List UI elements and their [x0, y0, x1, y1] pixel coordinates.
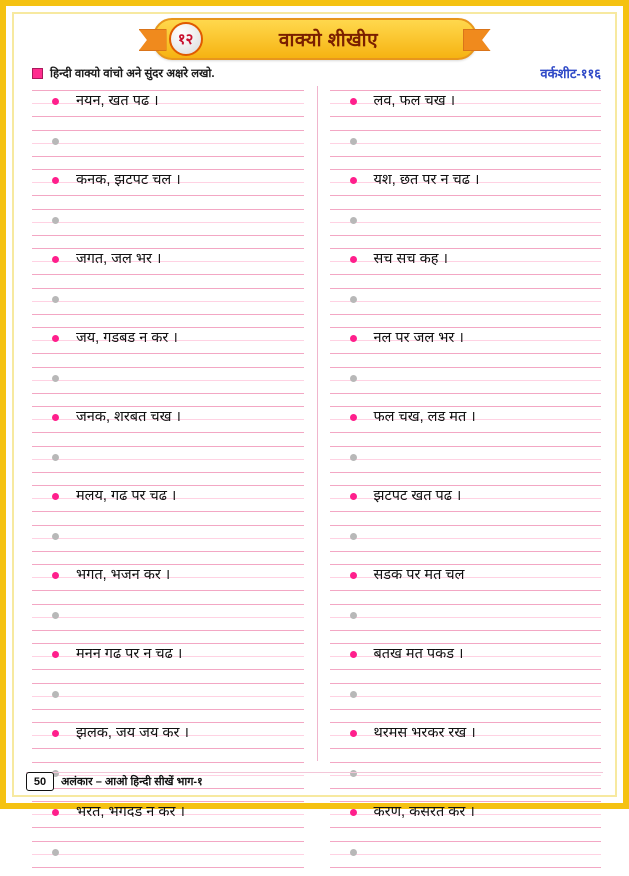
sentence-text: मनन गढ पर न चढ ।: [76, 641, 182, 667]
bullet-icon: [52, 375, 59, 382]
sentence-text: भरत, भगदड न कर ।: [76, 799, 185, 825]
bullet-icon: [350, 572, 357, 579]
rule-line-bottom: [330, 788, 602, 789]
rule-line-mid: [330, 617, 602, 618]
bullet-icon: [350, 98, 357, 105]
rule-line-bottom: [32, 511, 304, 512]
bullet-icon: [52, 296, 59, 303]
rule-line-bottom: [330, 630, 602, 631]
list-item[interactable]: [330, 126, 602, 166]
rule-line-mid: [32, 854, 304, 855]
bullet-icon: [350, 414, 357, 421]
rule-line-mid: [32, 617, 304, 618]
bullet-icon: [52, 849, 59, 856]
bullet-icon: [350, 177, 357, 184]
rule-line-bottom: [32, 432, 304, 433]
list-item[interactable]: [330, 679, 602, 719]
writing-columns: [32, 86, 601, 761]
list-item[interactable]: [32, 481, 304, 521]
bullet-icon: [350, 217, 357, 224]
bullet-icon: [350, 691, 357, 698]
list-item[interactable]: [330, 402, 602, 442]
bullet-icon: [52, 691, 59, 698]
rule-line-bottom: [32, 195, 304, 196]
list-item[interactable]: [32, 718, 304, 758]
rule-line-bottom: [330, 353, 602, 354]
rule-line-top: [32, 683, 304, 684]
rule-line-bottom: [32, 116, 304, 117]
rule-line-mid: [330, 340, 602, 341]
rule-line-bottom: [330, 748, 602, 749]
rule-line-mid: [330, 498, 602, 499]
bullet-icon: [350, 493, 357, 500]
sentence-text: कनक, झटपट चल ।: [76, 167, 181, 193]
sentence-text: झलक, जय जय कर ।: [76, 720, 189, 746]
list-item[interactable]: [330, 363, 602, 403]
rule-line-bottom: [330, 393, 602, 394]
rule-line-mid: [330, 775, 602, 776]
rule-line-bottom: [330, 314, 602, 315]
bullet-icon: [350, 375, 357, 382]
list-item[interactable]: [32, 284, 304, 324]
bullet-icon: [52, 335, 59, 342]
list-item[interactable]: [32, 600, 304, 640]
rule-line-bottom: [330, 156, 602, 157]
banner-ribbon-right-icon: [463, 29, 491, 51]
bullet-icon: [350, 849, 357, 856]
rule-line-mid: [330, 380, 602, 381]
sentence-text: झटपट खत पढ ।: [374, 483, 462, 509]
sentence-text: सच सच कह ।: [374, 246, 448, 272]
rule-line-top: [330, 841, 602, 842]
rule-line-top: [32, 209, 304, 210]
rule-line-bottom: [330, 590, 602, 591]
bullet-icon: [350, 770, 357, 777]
bullet-icon: [52, 138, 59, 145]
list-item[interactable]: [32, 797, 304, 837]
rule-line-top: [32, 130, 304, 131]
banner-ribbon-left-icon: [139, 29, 167, 51]
rule-line-top: [330, 525, 602, 526]
rule-line-bottom: [330, 867, 602, 868]
rule-line-top: [330, 248, 602, 249]
rule-line-mid: [330, 103, 602, 104]
bullet-icon: [52, 730, 59, 737]
rule-line-top: [32, 841, 304, 842]
instruction-row: [32, 64, 601, 82]
bullet-icon: [350, 335, 357, 342]
bullet-icon: [52, 414, 59, 421]
rule-line-top: [32, 288, 304, 289]
bullet-icon: [52, 809, 59, 816]
bullet-icon: [350, 454, 357, 461]
list-item[interactable]: [330, 86, 602, 126]
rule-line-mid: [330, 696, 602, 697]
rule-line-bottom: [32, 867, 304, 868]
bullet-icon: [52, 454, 59, 461]
list-item[interactable]: [330, 442, 602, 482]
list-item[interactable]: [330, 244, 602, 284]
bullet-icon: [52, 217, 59, 224]
rule-line-bottom: [330, 472, 602, 473]
rule-line-mid: [32, 380, 304, 381]
rule-line-bottom: [32, 314, 304, 315]
list-item[interactable]: [32, 86, 304, 126]
bullet-icon: [52, 493, 59, 500]
list-item[interactable]: [330, 758, 602, 798]
rule-line-mid: [330, 854, 602, 855]
list-item[interactable]: [330, 323, 602, 363]
sentence-text: बतख मत पकड ।: [374, 641, 464, 667]
bullet-icon: [52, 98, 59, 105]
rule-line-bottom: [32, 827, 304, 828]
rule-line-bottom: [32, 472, 304, 473]
instruction-group: [32, 66, 215, 81]
rule-line-bottom: [32, 590, 304, 591]
bullet-icon: [350, 533, 357, 540]
list-item[interactable]: [32, 165, 304, 205]
rule-line-bottom: [32, 274, 304, 275]
bullet-icon: [52, 572, 59, 579]
rule-line-mid: [330, 656, 602, 657]
rule-line-top: [330, 643, 602, 644]
list-item[interactable]: [32, 560, 304, 600]
rule-line-mid: [330, 261, 602, 262]
chapter-banner: [153, 18, 477, 60]
rule-line-mid: [32, 696, 304, 697]
rule-line-mid: [330, 538, 602, 539]
rule-line-top: [330, 288, 602, 289]
sentence-text: नयन, खत पढ ।: [76, 88, 159, 114]
rule-line-top: [330, 446, 602, 447]
list-item[interactable]: [330, 837, 602, 876]
instruction-text: हिन्दी वाक्यो वांचो अने सुंदर अक्षरे लखो.: [50, 66, 215, 81]
rule-line-bottom: [330, 274, 602, 275]
bullet-icon: [350, 651, 357, 658]
sentence-text: लव, फल चख ।: [374, 88, 456, 114]
sentence-text: करण, कसरत कर ।: [374, 799, 475, 825]
book-title: अलंकार – आओ हिन्दी सीखें भाग-१: [61, 774, 203, 789]
bullet-icon: [52, 651, 59, 658]
worksheet-label: वर्कशीट-११६: [540, 64, 601, 82]
rule-line-bottom: [330, 116, 602, 117]
sentence-text: नल पर जल भर ।: [374, 325, 464, 351]
rule-line-top: [32, 604, 304, 605]
rule-line-mid: [330, 143, 602, 144]
rule-line-mid: [32, 103, 304, 104]
bullet-icon: [350, 138, 357, 145]
rule-line-mid: [32, 301, 304, 302]
bullet-icon: [350, 612, 357, 619]
rule-line-bottom: [330, 709, 602, 710]
bullet-icon: [52, 177, 59, 184]
bullet-icon: [52, 533, 59, 540]
rule-line-top: [330, 762, 602, 763]
rule-line-top: [32, 90, 304, 91]
list-item[interactable]: [330, 521, 602, 561]
list-item[interactable]: [330, 600, 602, 640]
bullet-icon: [350, 296, 357, 303]
rule-line-bottom: [32, 551, 304, 552]
sentence-text: भगत, भजन कर ।: [76, 562, 170, 588]
bullet-icon: [52, 612, 59, 619]
rule-line-top: [330, 130, 602, 131]
rule-line-mid: [32, 459, 304, 460]
rule-line-mid: [32, 143, 304, 144]
rule-line-top: [330, 604, 602, 605]
bullet-icon: [350, 730, 357, 737]
rule-line-top: [330, 485, 602, 486]
rule-line-bottom: [32, 748, 304, 749]
sentence-text: जनक, शरबत चख ।: [76, 404, 181, 430]
rule-line-bottom: [330, 827, 602, 828]
bullet-icon: [350, 809, 357, 816]
rule-line-top: [32, 367, 304, 368]
list-item[interactable]: [32, 679, 304, 719]
list-item[interactable]: [330, 639, 602, 679]
list-item[interactable]: [330, 481, 602, 521]
list-item[interactable]: [330, 205, 602, 245]
rule-line-bottom: [330, 235, 602, 236]
rule-line-top: [330, 90, 602, 91]
list-item[interactable]: [330, 165, 602, 205]
sentence-text: थरमस भरकर रख ।: [374, 720, 476, 746]
rule-line-top: [330, 564, 602, 565]
rule-line-bottom: [32, 709, 304, 710]
list-item[interactable]: [32, 442, 304, 482]
column-left: [32, 86, 316, 761]
sentence-text: जगत, जल भर ।: [76, 246, 162, 272]
rule-line-top: [32, 248, 304, 249]
list-item[interactable]: [330, 718, 602, 758]
sentence-text: मलय, गढ पर चढ ।: [76, 483, 176, 509]
list-item[interactable]: [32, 244, 304, 284]
rule-line-mid: [32, 261, 304, 262]
list-item[interactable]: [32, 837, 304, 876]
rule-line-bottom: [32, 630, 304, 631]
rule-line-mid: [330, 577, 602, 578]
rule-line-bottom: [330, 511, 602, 512]
rule-line-bottom: [32, 156, 304, 157]
bullet-icon: [52, 256, 59, 263]
rule-line-mid: [330, 459, 602, 460]
rule-line-top: [32, 525, 304, 526]
sentence-text: फल चख, लड मत ।: [374, 404, 476, 430]
list-item[interactable]: [32, 126, 304, 166]
sentence-text: जय, गडबड न कर ।: [76, 325, 178, 351]
rule-line-bottom: [32, 393, 304, 394]
rule-line-top: [330, 367, 602, 368]
rule-line-mid: [32, 538, 304, 539]
rule-line-bottom: [330, 432, 602, 433]
list-item[interactable]: [32, 521, 304, 561]
rule-line-top: [32, 762, 304, 763]
rule-line-mid: [330, 301, 602, 302]
rule-line-top: [330, 327, 602, 328]
rule-line-bottom: [32, 669, 304, 670]
rule-line-top: [330, 683, 602, 684]
rule-line-top: [330, 209, 602, 210]
rule-line-top: [32, 446, 304, 447]
list-item[interactable]: [32, 323, 304, 363]
rule-line-bottom: [330, 195, 602, 196]
page-number: 50: [26, 772, 54, 791]
list-item[interactable]: [330, 284, 602, 324]
list-item[interactable]: [32, 363, 304, 403]
rule-line-mid: [330, 222, 602, 223]
rule-line-bottom: [330, 551, 602, 552]
list-item[interactable]: [32, 205, 304, 245]
sentence-text: सडक पर मत चल: [374, 562, 465, 588]
list-item[interactable]: [32, 402, 304, 442]
rule-line-bottom: [32, 353, 304, 354]
list-item[interactable]: [330, 560, 602, 600]
page-title: वाक्यो शीखीए: [203, 26, 475, 52]
sentence-text: यश, छत पर न चढ ।: [374, 167, 480, 193]
rule-line-bottom: [32, 235, 304, 236]
rule-line-mid: [32, 222, 304, 223]
column-right: [316, 86, 602, 761]
list-item[interactable]: [330, 797, 602, 837]
square-bullet-icon: [32, 68, 43, 79]
page-footer: [26, 772, 203, 791]
chapter-number-badge: १२: [169, 22, 203, 56]
rule-line-bottom: [330, 669, 602, 670]
list-item[interactable]: [32, 639, 304, 679]
bullet-icon: [350, 256, 357, 263]
